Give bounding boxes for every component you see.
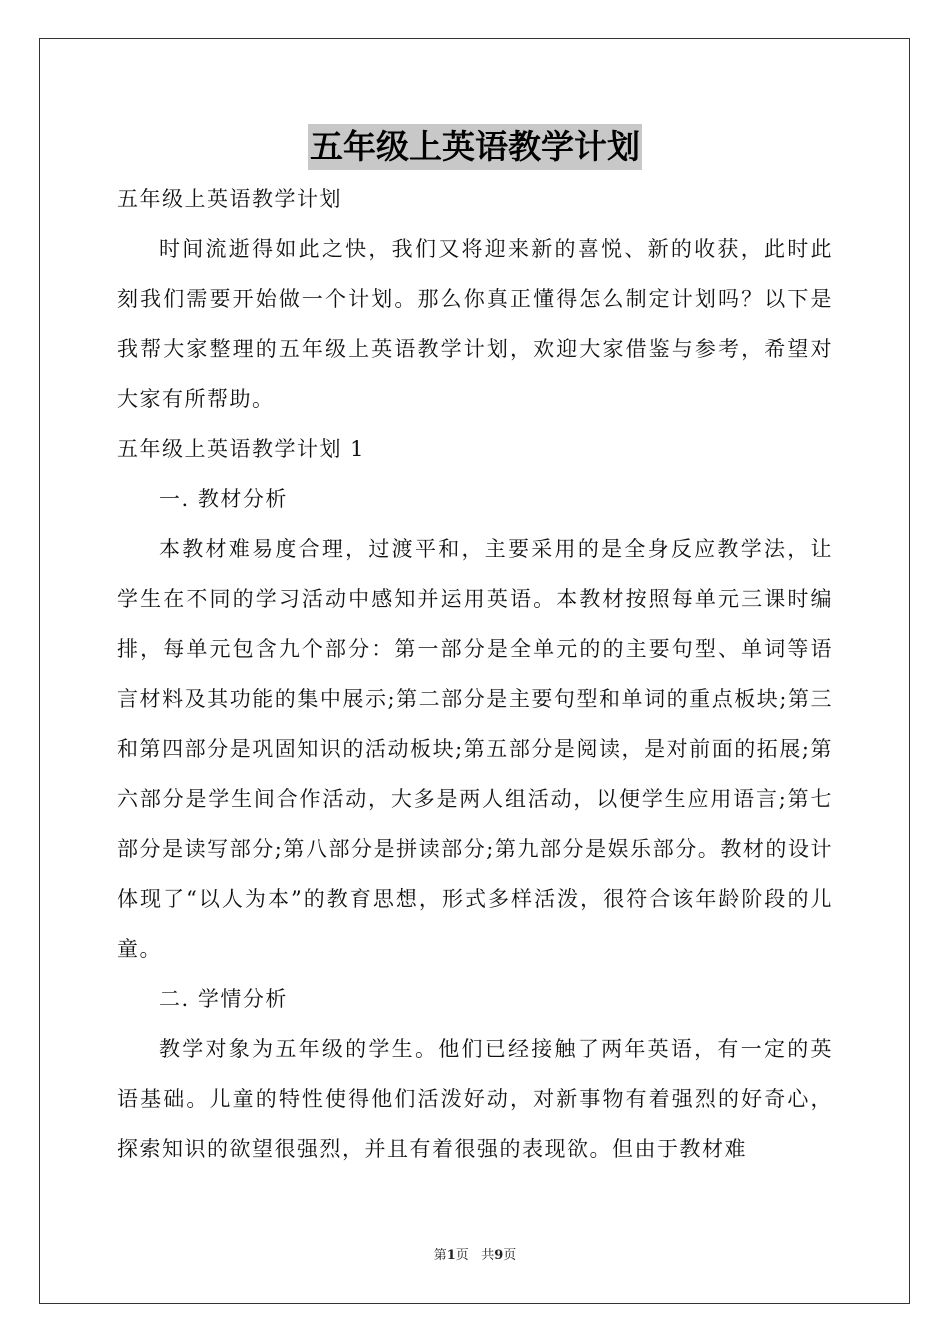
footer-prefix: 第 (433, 1248, 447, 1263)
paragraph-textbook-analysis: 本教材难易度合理，过渡平和，主要采用的是全身反应教学法，让学生在不同的学习活动中感知并运用英语。本教材按照每单元三课时编排，每单元包含九个部分：第一部分是全单元的的主要句型、单词等语言材料及其功能的集中展示;第二部分是主要句型和单词的重点板块;第三和第四部分是巩固知识的活动板块;第五部分是阅读，是对前面的拓展;第六部分是学生间合作活动，大多是两人组活动，以便学生应用语言;第七部分是读写部分;第八部分是拼读部分;第九部分是娱乐部分。教材的设计体现了“以人为本”的教育思想，形式多样活泼，很符合该年龄阶段的儿童。 (117, 537, 833, 961)
paragraph-subtitle: 五年级上英语教学计划 (117, 187, 342, 211)
subheading-textbook-analysis: 一. 教材分析 (159, 487, 288, 511)
paragraph-student-analysis: 教学对象为五年级的学生。他们已经接触了两年英语，有一定的英语基础。儿童的特性使得他们活泼好动，对新事物有着强烈的好奇心，探索知识的欲望很强烈，并且有着很强的表现欲。但由于教材难 (117, 1037, 833, 1161)
section-heading: 五年级上英语教学计划 1 (117, 437, 366, 461)
document-body (117, 174, 833, 1174)
footer-page-suffix: 页 (455, 1248, 469, 1263)
footer-total-prefix: 共 (481, 1248, 495, 1263)
page-title: 五年级上英语教学计划 (308, 124, 642, 170)
paragraph-intro: 时间流逝得如此之快，我们又将迎来新的喜悦、新的收获，此时此刻我们需要开始做一个计划。那么你真正懂得怎么制定计划吗？以下是我帮大家整理的五年级上英语教学计划，欢迎大家借鉴与参考，希望对大家有所帮助。 (117, 237, 833, 411)
footer-page-number: 1 (446, 1248, 456, 1263)
subheading-student-analysis: 二. 学情分析 (159, 987, 288, 1011)
title-container (0, 124, 950, 170)
footer-total-pages: 9 (494, 1248, 504, 1263)
page-footer (0, 1246, 950, 1266)
footer-total-suffix: 页 (503, 1248, 517, 1263)
